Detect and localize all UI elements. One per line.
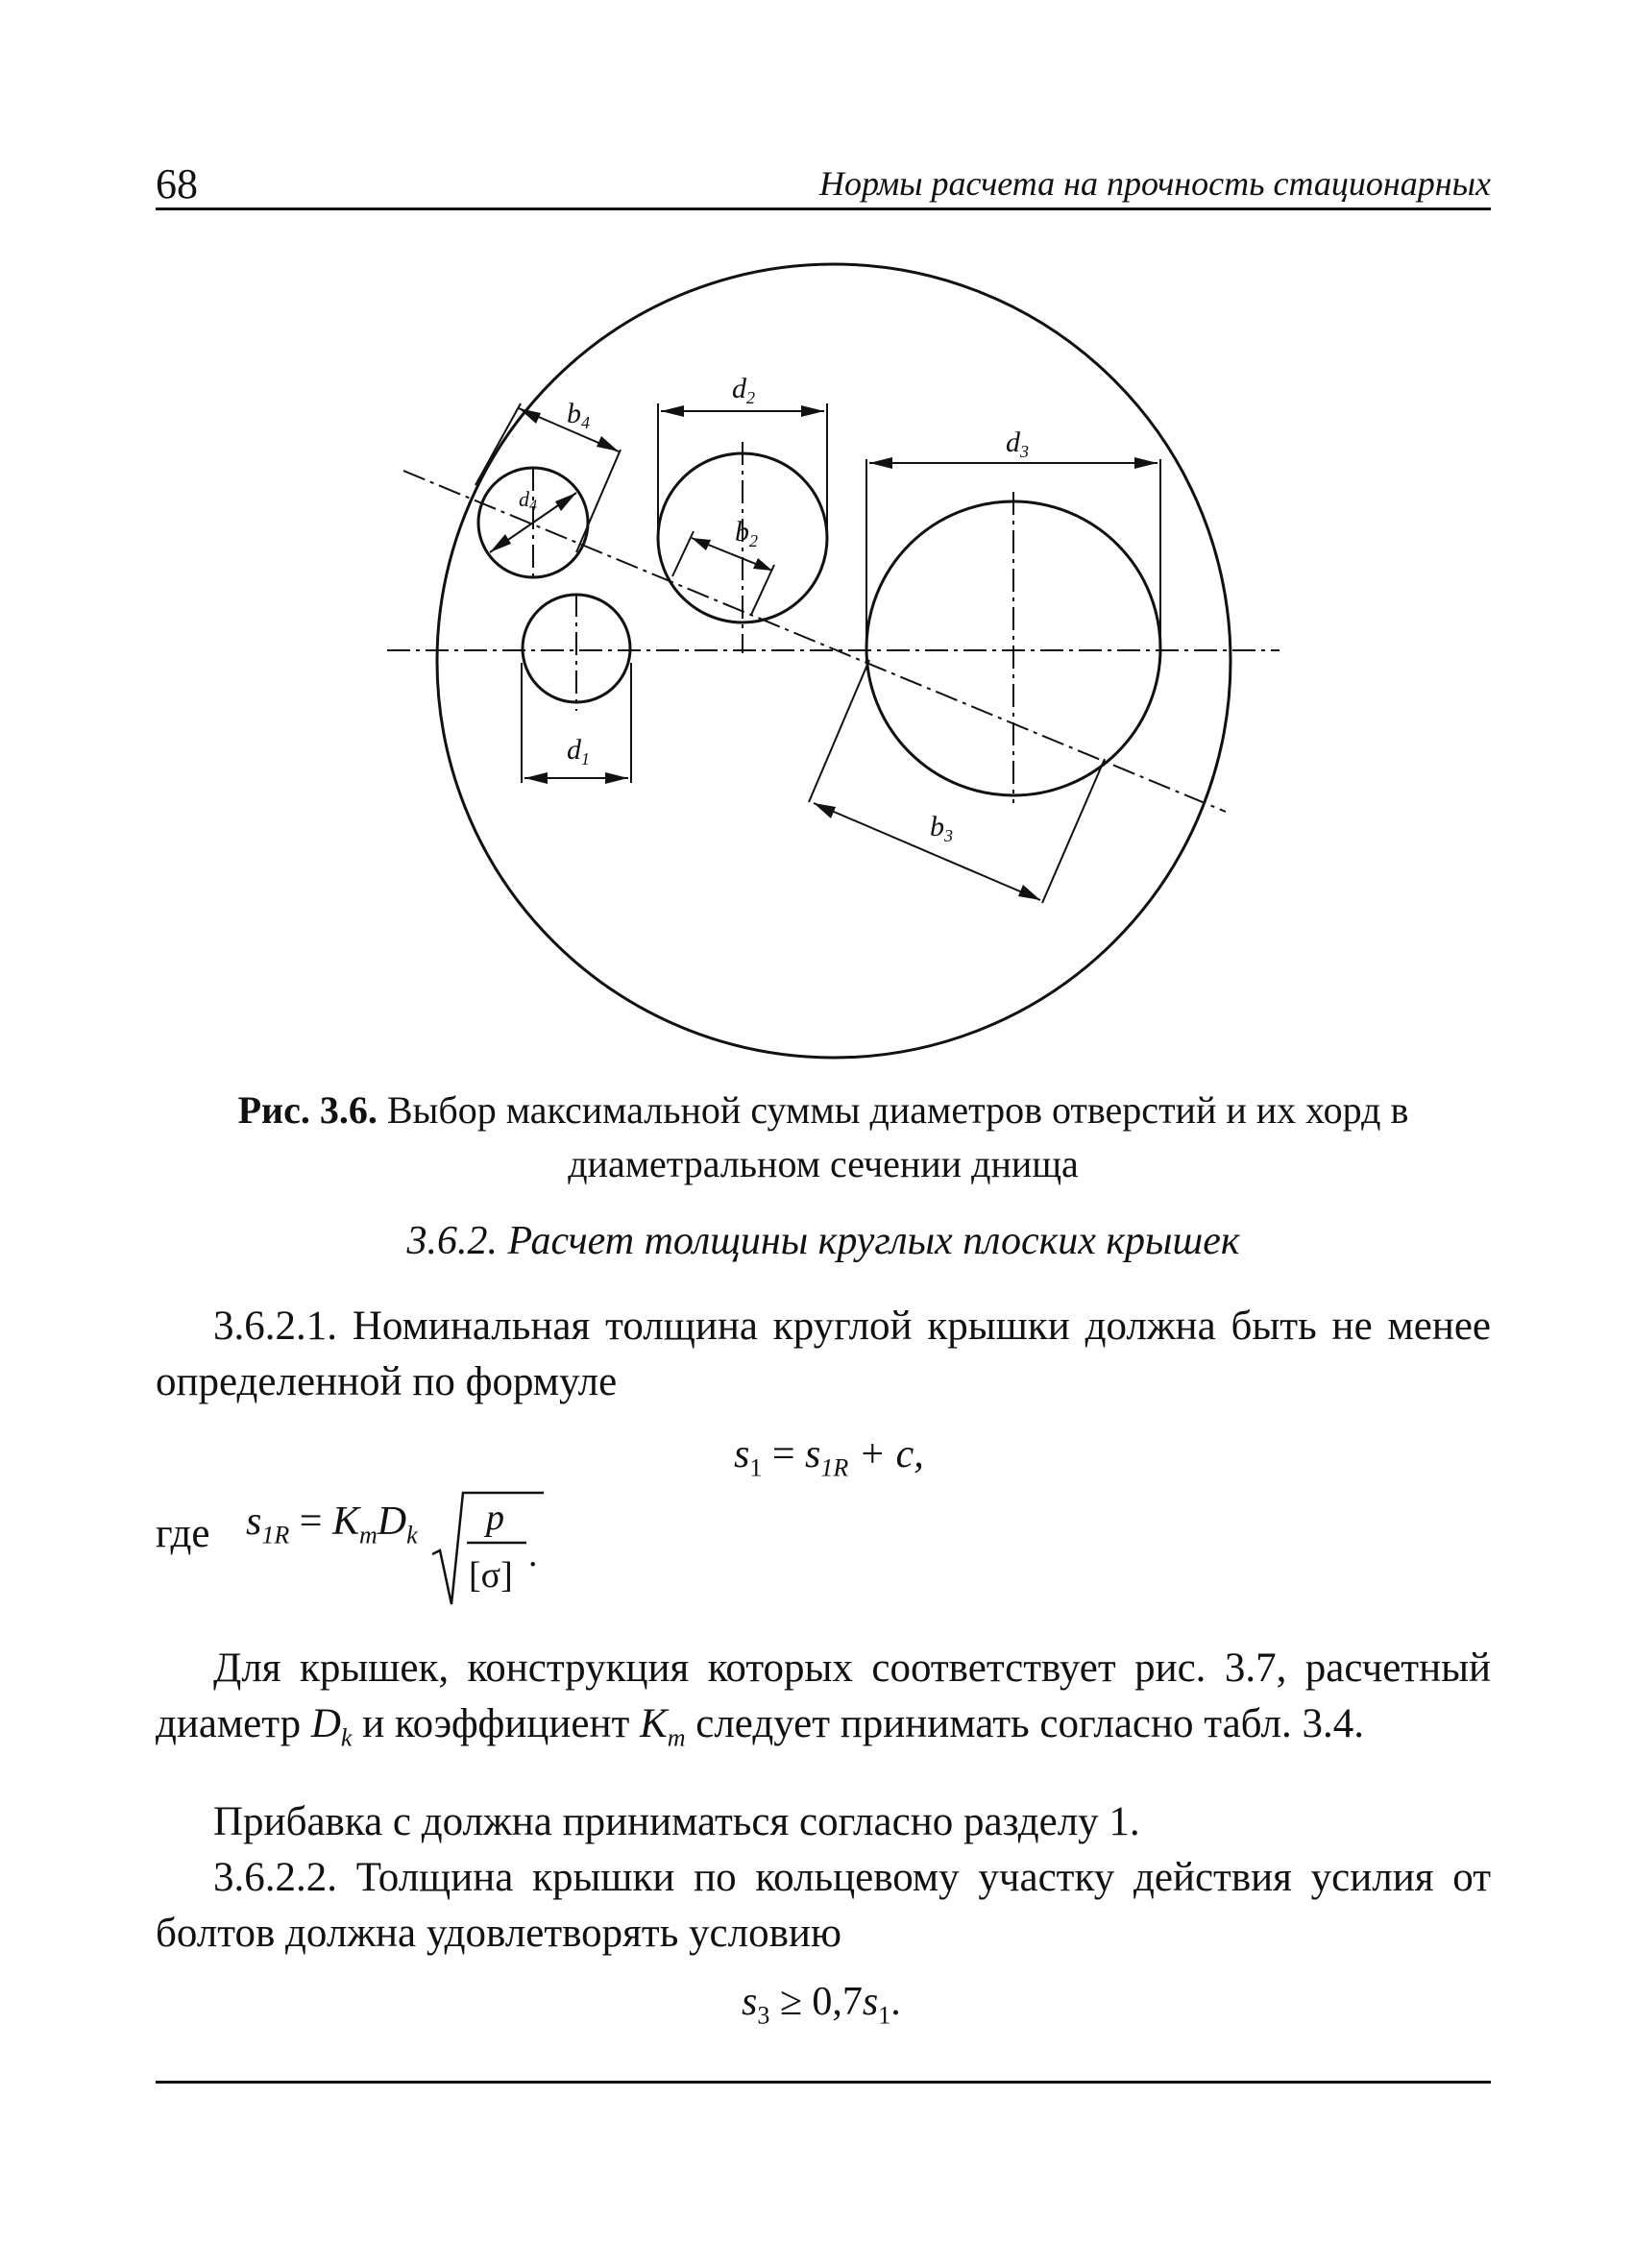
paragraph-design-diameter: Для крышек, конструкция которых соответствует рис. 3.7, расчетный диаметр $D_k$ и коэффициент $K_m$ следует принимать согласно табл. 3.4.	[156, 1646, 1491, 1752]
formula-s1R: $s_{1R} = K_mD_k$	[246, 1500, 418, 1549]
figure-caption	[156, 1084, 1491, 1191]
svg-text:p: p	[486, 1498, 504, 1538]
oblique-section-line	[403, 471, 1226, 812]
section-title: 3.6.2. Расчет толщины круглых плоских крышек	[406, 1219, 1240, 1263]
caption-text: Выбор максимальной суммы диаметров отверстий и их хорд в диаметральном сечении днища	[386, 1088, 1409, 1185]
paragraph-allowance: Прибавка с должна приниматься согласно разделу 1.	[213, 1799, 1140, 1844]
svg-text:.: .	[528, 1534, 538, 1574]
label-b4: $b_4$	[567, 398, 590, 432]
paragraph-3-6-2-2: 3.6.2.2. Толщина крышки по кольцевому участку действия усилия от болтов должна удовлетворять условию	[156, 1855, 1491, 1956]
footer-rule	[156, 2081, 1491, 2084]
formula-s1: $s_1 = s_{1R} + c$,	[734, 1432, 924, 1482]
label-d3: $d_3$	[1006, 427, 1029, 461]
dim-line-b3	[814, 803, 1040, 900]
formula-s3: $s_3 \ge 0,7s_1$.	[742, 1980, 901, 2030]
label-d2: $d_2$	[732, 373, 755, 407]
svg-text:[σ]: [σ]	[469, 1555, 513, 1596]
label-b2: $b_2$	[735, 516, 758, 550]
label-d1: $d_1$	[567, 734, 590, 768]
page-number: 68	[156, 160, 198, 207]
outer-circle	[437, 264, 1231, 1058]
caption-number: Рис. 3.6.	[237, 1088, 378, 1132]
sqrt-fraction	[430, 1487, 546, 1612]
paragraph-3-6-2-1: 3.6.2.1. Номинальная толщина круглой крышки должна быть не менее определенной по формуле	[156, 1304, 1491, 1404]
running-title: Нормы расчета на прочность стационарных	[819, 164, 1491, 203]
label-d4: d4	[519, 487, 537, 514]
label-b3: $b_3$	[930, 811, 953, 845]
where-label: где	[156, 1511, 210, 1556]
